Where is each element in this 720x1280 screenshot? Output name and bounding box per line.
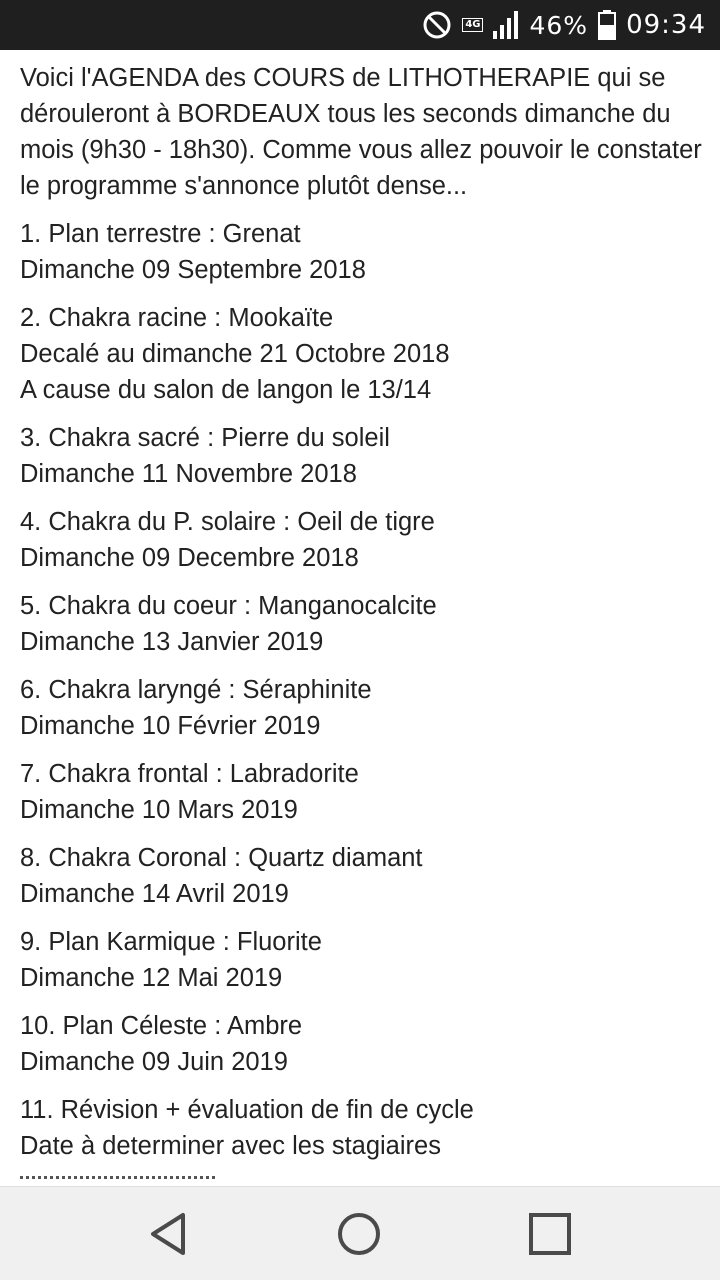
battery-icon (598, 10, 616, 40)
agenda-entry (20, 420, 710, 492)
entry-title: 11. Révision + évaluation de fin de cycle (20, 1096, 474, 1124)
agenda-entry (20, 588, 710, 660)
back-icon[interactable] (145, 1209, 195, 1259)
entry-date: Dimanche 11 Novembre 2018 (20, 460, 357, 488)
status-bar (0, 0, 720, 50)
entry-date: Date à determiner avec les stagiaires (20, 1132, 441, 1160)
agenda-entry (20, 756, 710, 828)
signal-icon (493, 11, 519, 39)
entry-title: 2. Chakra racine : Mookaïte (20, 304, 334, 332)
entry-title: 9. Plan Karmique : Fluorite (20, 928, 322, 956)
entry-date: Dimanche 09 Decembre 2018 (20, 544, 359, 572)
agenda-entry (20, 1092, 710, 1164)
entry-date: Dimanche 10 Mars 2019 (20, 796, 298, 824)
agenda-entry (20, 840, 710, 912)
entry-date: Dimanche 14 Avril 2019 (20, 880, 289, 908)
navigation-bar (0, 1186, 720, 1280)
entries-list (20, 216, 710, 1164)
dotted-separator (20, 1176, 215, 1186)
entry-title: 1. Plan terrestre : Grenat (20, 220, 301, 248)
agenda-entry (20, 216, 710, 288)
entry-date: Dimanche 12 Mai 2019 (20, 964, 283, 992)
recent-apps-icon[interactable] (525, 1209, 575, 1259)
agenda-entry (20, 504, 710, 576)
agenda-content (20, 60, 710, 1186)
entry-date: Dimanche 10 Février 2019 (20, 712, 321, 740)
entry-title: 7. Chakra frontal : Labradorite (20, 760, 359, 788)
clock: 09:34 (626, 10, 706, 40)
do-not-disturb-icon (422, 10, 452, 40)
agenda-entry (20, 924, 710, 996)
entry-date: Dimanche 09 Septembre 2018 (20, 256, 366, 284)
entry-date: Dimanche 13 Janvier 2019 (20, 628, 324, 656)
entry-title: 5. Chakra du coeur : Manganocalcite (20, 592, 437, 620)
entry-title: 3. Chakra sacré : Pierre du soleil (20, 424, 390, 452)
entry-title: 8. Chakra Coronal : Quartz diamant (20, 844, 423, 872)
entry-title: 10. Plan Céleste : Ambre (20, 1012, 303, 1040)
network-4g-icon (462, 18, 483, 32)
entry-date: A cause du salon de langon le 13/14 (20, 376, 432, 404)
entry-date: Dimanche 09 Juin 2019 (20, 1048, 288, 1076)
entry-title: 6. Chakra laryngé : Séraphinite (20, 676, 372, 704)
agenda-entry (20, 1008, 710, 1080)
intro-text: Voici l'AGENDA des COURS de LITHOTHERAPIE qui se dérouleront à BORDEAUX tous les seconds dimanche du mois (9h30 - 18h30). Comme vous allez pouvoir le constater le programme s'annonce plutôt dense... (20, 64, 702, 200)
agenda-entry (20, 300, 710, 408)
network-label: 4G (462, 18, 483, 32)
home-icon[interactable] (334, 1209, 384, 1259)
battery-percent: 46% (529, 10, 589, 40)
entry-title: 4. Chakra du P. solaire : Oeil de tigre (20, 508, 435, 536)
agenda-entry (20, 672, 710, 744)
entry-date: Decalé au dimanche 21 Octobre 2018 (20, 340, 450, 368)
